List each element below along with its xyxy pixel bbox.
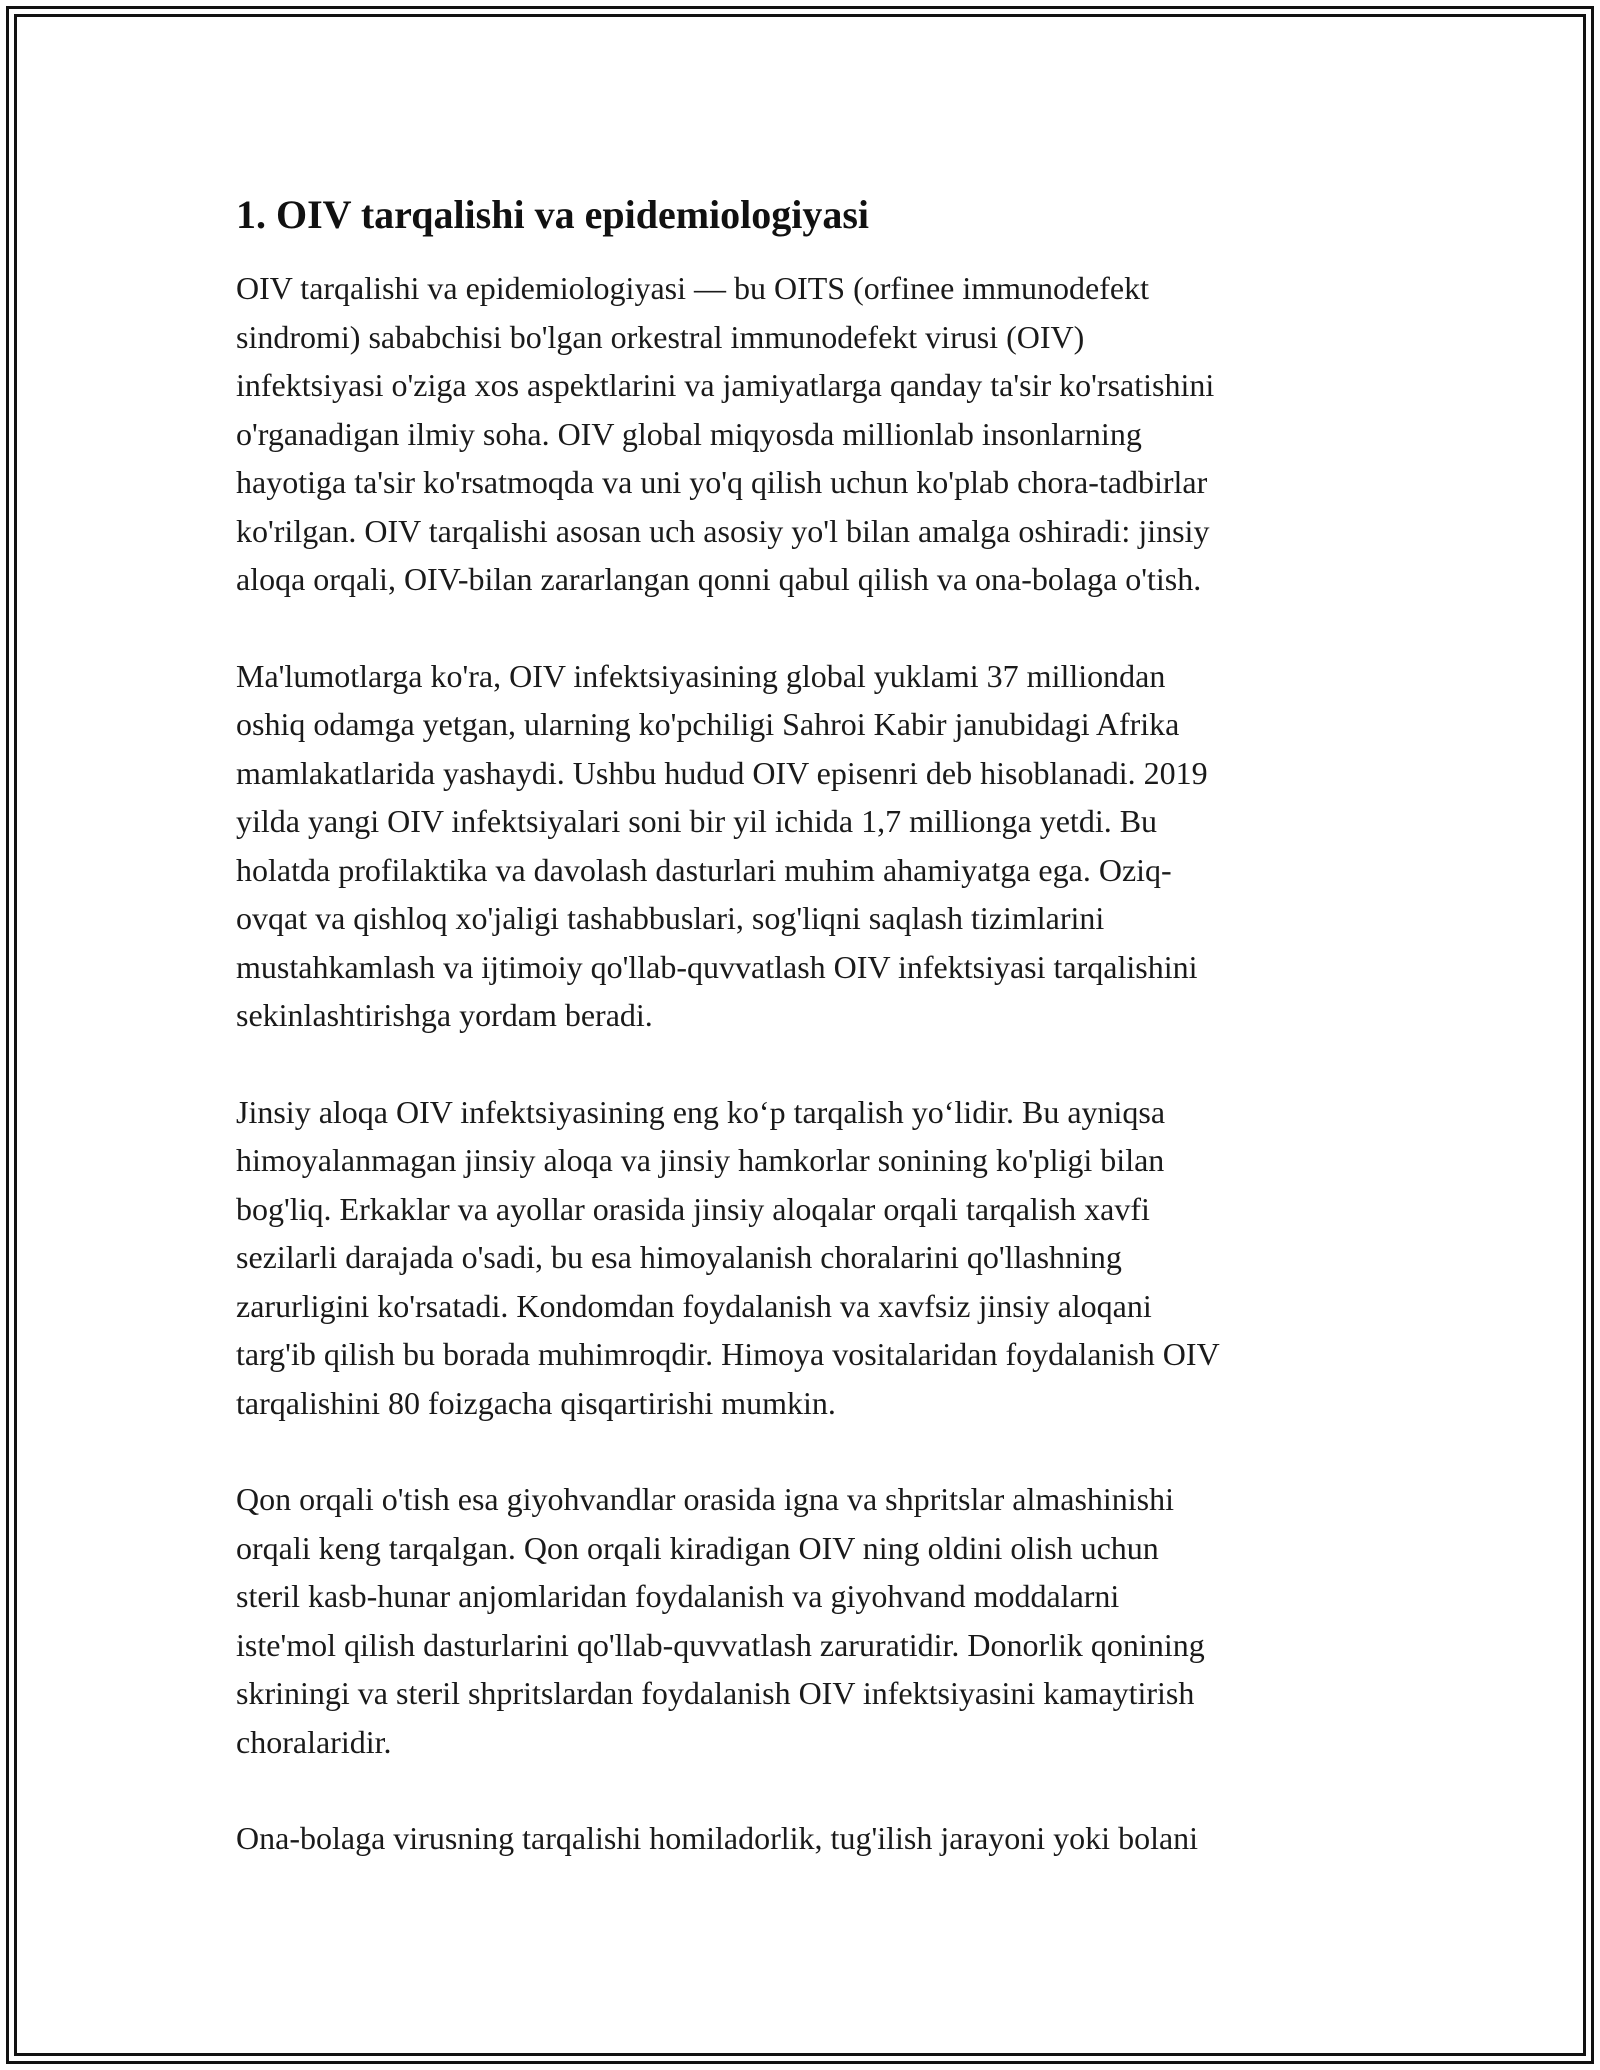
paragraph-line: Qon orqali o'tish esa giyohvandlar orasida igna va shpritslar almashinishi [236, 1481, 1175, 1517]
paragraph-line: iste'mol qilish dasturlarini qo'llab-quvvatlash zaruratidir. Donorlik qonining [236, 1626, 1205, 1663]
paragraph-line: hayotiga ta'sir ko'rsatmoqda va uni yo'q qilish uchun ko'plab chora-tadbirlar [236, 464, 1208, 500]
paragraph-5 [236, 1814, 1376, 1863]
paragraph-line: sekinlashtirishga yordam beradi. [236, 997, 653, 1033]
paragraph-line: ko'rilgan. OIV tarqalishi asosan uch asosiy yo'l bilan amalga oshiradi: jinsiy [236, 512, 1210, 549]
paragraph-line: Ona-bolaga virusning tarqalishi homiladorlik, tug'ilish jarayoni yoki bolani [236, 1820, 1199, 1856]
paragraph-3 [236, 1088, 1376, 1428]
paragraph-line: aloqa orqali, OIV-bilan zararlangan qonni qabul qilish va ona-bolaga o'tish. [236, 561, 1202, 597]
paragraph-line: OIV tarqalishi va epidemiologiyasi — bu OITS (orfinee immunodefekt [236, 270, 1149, 306]
paragraph-line: targ'ib qilish bu borada muhimroqdir. Himoya vositalaridan foydalanish OIV [236, 1336, 1220, 1372]
paragraph-line: infektsiyasi o'ziga xos aspektlarini va jamiyatlarga qanday ta'sir ko'rsatishini [236, 367, 1215, 403]
paragraph-line: mamlakatlarida yashaydi. Ushbu hudud OIV episenri deb hisoblanadi. 2019 [236, 754, 1208, 791]
paragraph-line: oshiq odamga yetgan, ularning ko'pchiligi Sahroi Kabir janubidagi Afrika [236, 706, 1180, 742]
paragraph-line: Ma'lumotlarga ko'ra, OIV infektsiyasining global yuklami 37 milliondan [236, 657, 1166, 694]
paragraph-line: mustahkamlash va ijtimoiy qo'llab-quvvatlash OIV infektsiyasi tarqalishini [236, 948, 1198, 985]
paragraph-line: o'rganadigan ilmiy soha. OIV global miqyosda millionlab insonlarning [236, 415, 1142, 452]
paragraph-line: sindromi) sababchisi bo'lgan orkestral immunodefekt virusi (OIV) [236, 318, 1085, 355]
paragraph-line: ovqat va qishloq xo'jaligi tashabbuslari, sog'liqni saqlash tizimlarini [236, 900, 1105, 936]
paragraph-1 [236, 264, 1376, 604]
paragraph-line: steril kasb-hunar anjomlaridan foydalanish va giyohvand moddalarni [236, 1578, 1120, 1614]
paragraph-line: orqali keng tarqalgan. Qon orqali kiradigan OIV ning oldini olish uchun [236, 1529, 1159, 1566]
paragraph-line: bog'liq. Erkaklar va ayollar orasida jinsiy aloqalar orqali tarqalish xavfi [236, 1190, 1150, 1227]
paragraph-line: yilda yangi OIV infektsiyalari soni bir yil ichida 1,7 millionga yetdi. Bu [236, 803, 1158, 839]
paragraph-line: tarqalishini 80 foizgacha qisqartirishi mumkin. [236, 1384, 836, 1421]
paragraph-line: sezilarli darajada o'sadi, bu esa himoyalanish choralarini qo'llashning [236, 1239, 1122, 1275]
paragraph-line: himoyalanmagan jinsiy aloqa va jinsiy hamkorlar sonining ko'pligi bilan [236, 1142, 1165, 1178]
paragraph-line: Jinsiy aloqa OIV infektsiyasining eng ko‘p tarqalish yo‘lidir. Bu ayniqsa [236, 1093, 1166, 1130]
paragraph-line: choralaridir. [236, 1723, 392, 1760]
paragraph-line: zarurligini ko'rsatadi. Kondomdan foydalanish va xavfsiz jinsiy aloqani [236, 1287, 1152, 1324]
paragraph-line: holatda profilaktika va davolash dasturlari muhim ahamiyatga ega. Oziq- [236, 851, 1172, 888]
section-heading: 1. OIV tarqalishi va epidemiologiyasi [236, 192, 870, 237]
paragraph-4 [236, 1475, 1376, 1766]
document-body [236, 188, 1376, 1911]
paragraph-2 [236, 652, 1376, 1040]
paragraph-line: skriningi va steril shpritslardan foydalanish OIV infektsiyasini kamaytirish [236, 1675, 1195, 1711]
